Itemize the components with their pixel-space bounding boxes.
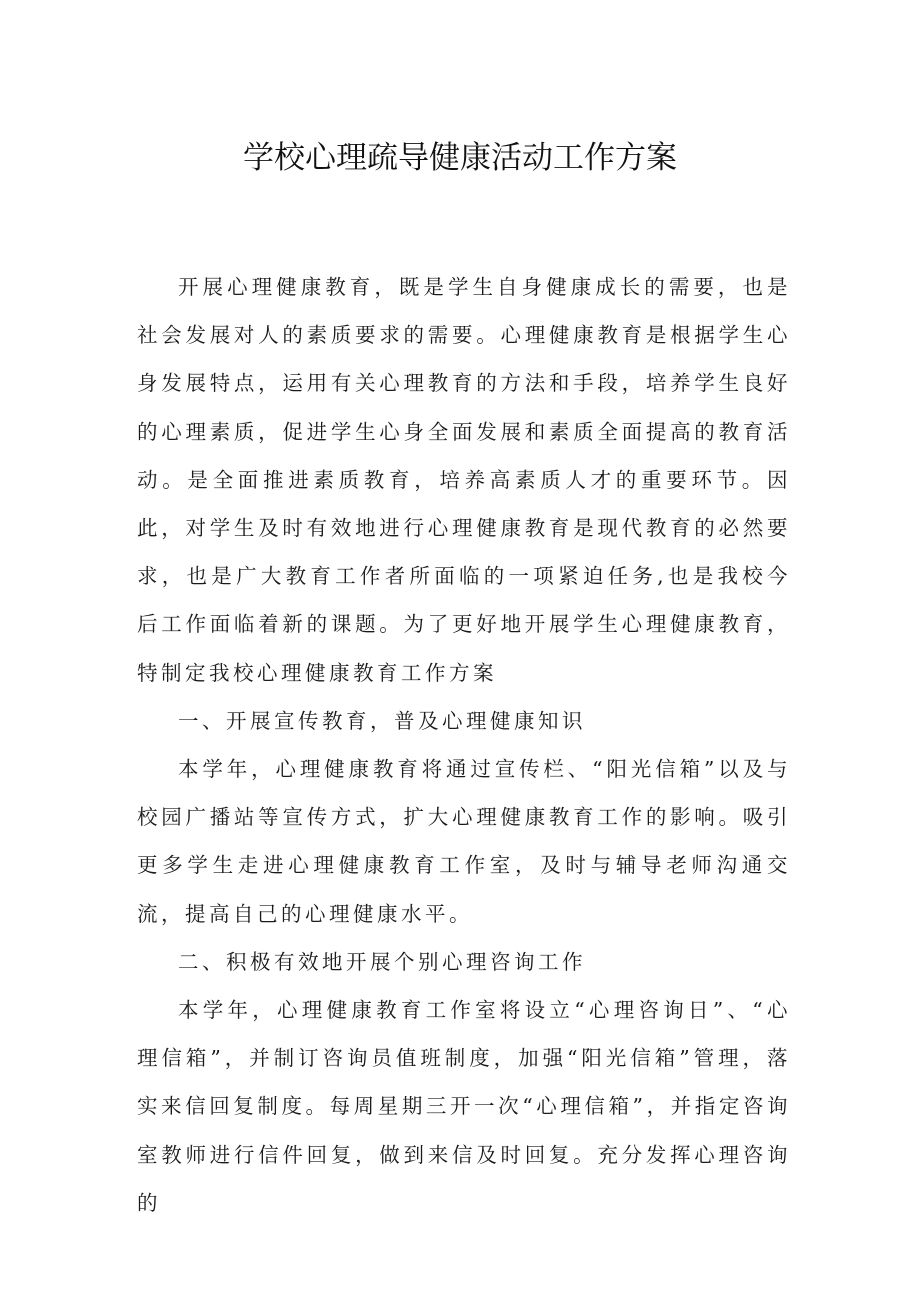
section-1-paragraph: 本学年，心理健康教育将通过宣传栏、“阳光信箱”以及与校园广播站等宣传方式，扩大心理健康教育工作的影响。吸引更多学生走进心理健康教育工作室，及时与辅导老师沟通交流，提高自己的心理健康水平。	[137, 757, 791, 926]
section-2-paragraph: 本学年，心理健康教育工作室将设立“心理咨询日”、“心理信箱”，并制订咨询员值班制度，加强“阳光信箱”管理，落实来信回复制度。每周星期三开一次“心理信箱”，并指定咨询室教师进行信件回复，做到来信及时回复。充分发挥心理咨询的	[137, 998, 791, 1215]
intro-paragraph: 开展心理健康教育，既是学生自身健康成长的需要，也是社会发展对人的素质要求的需要。心理健康教育是根据学生心身发展特点，运用有关心理教育的方法和手段，培养学生良好的心理素质，促进学生心身全面发展和素质全面提高的教育活动。是全面推进素质教育，培养高素质人才的重要环节。因此，对学生及时有效地进行心理健康教育是现代教育的必然要求，也是广大教育工作者所面临的一项紧迫任务,也是我校今后工作面临着新的课题。为了更好地开展学生心理健康教育，特制定我校心理健康教育工作方案	[137, 275, 791, 685]
section-heading-2: 二、积极有效地开展个别心理咨询工作	[178, 949, 586, 974]
document-body	[137, 263, 791, 1227]
section-heading-1: 一、开展宣传教育，普及心理健康知识	[178, 708, 586, 733]
document-title: 学校心理疏导健康活动工作方案	[243, 140, 677, 176]
